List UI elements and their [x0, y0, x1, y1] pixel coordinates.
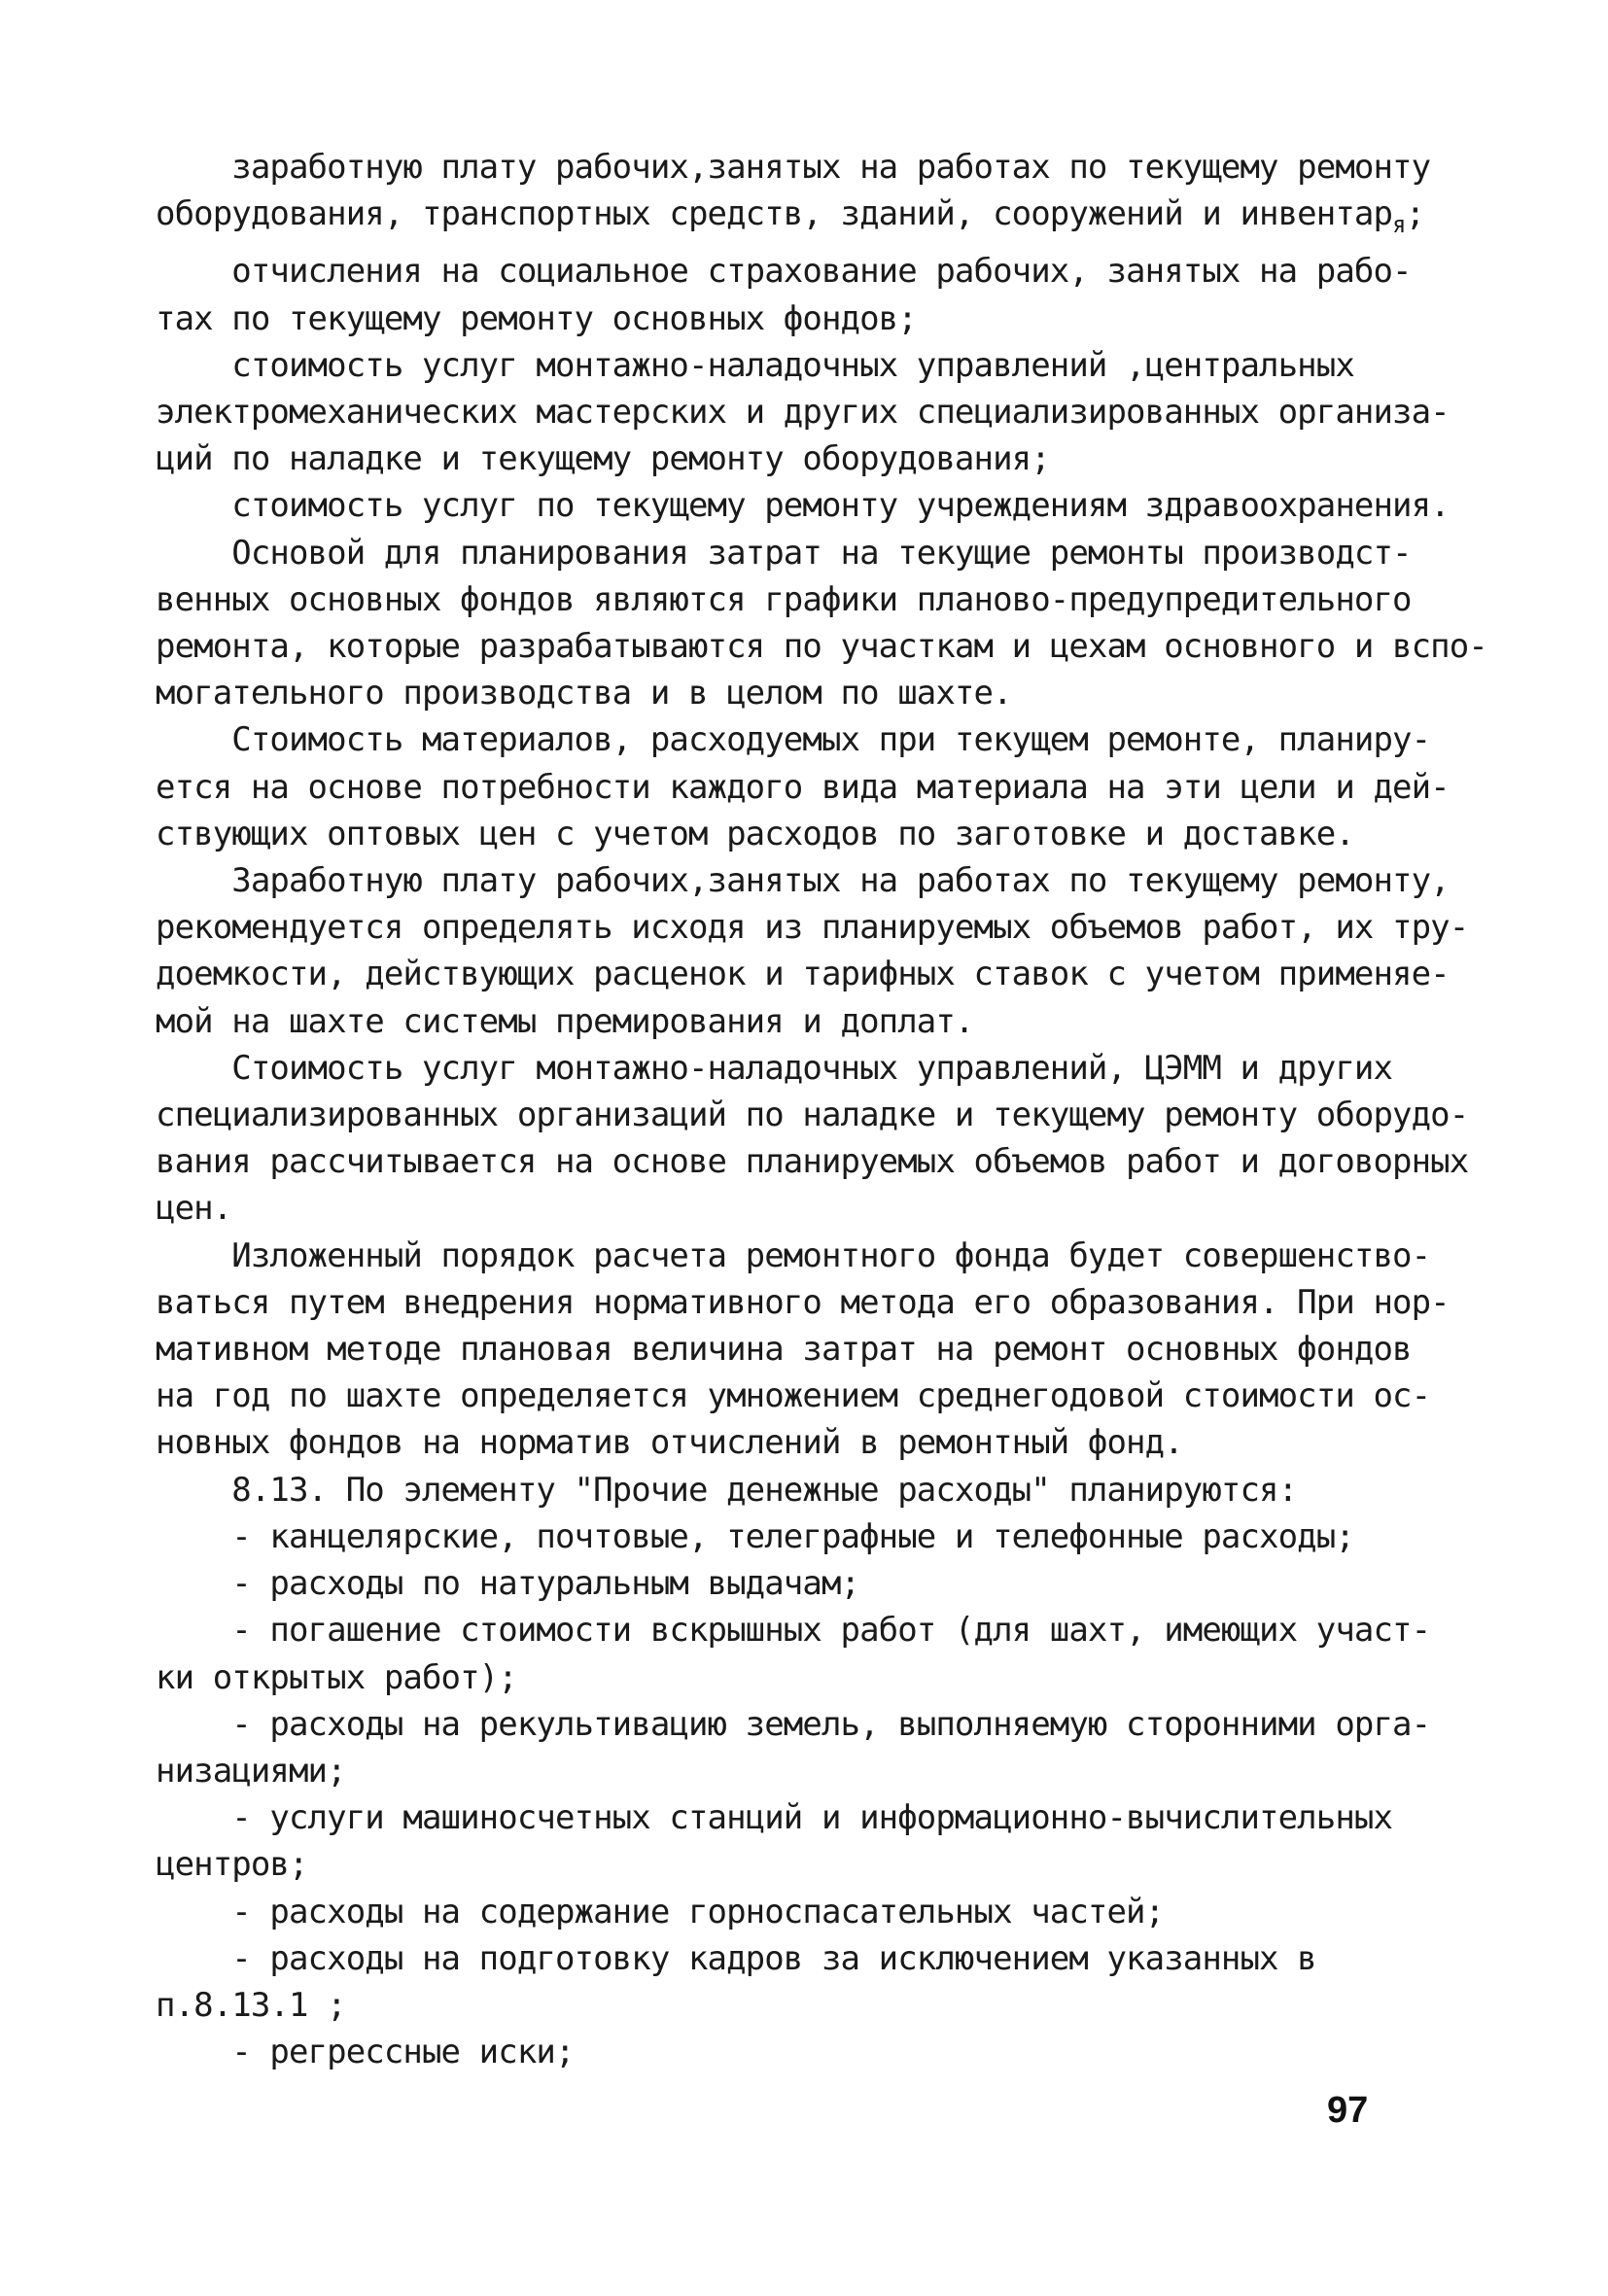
line-text: центров; — [156, 1845, 308, 1885]
subscript-letter: я — [1392, 211, 1406, 239]
line-text: оборудования, транспортных средств, зданий, сооружений и инвентар — [156, 194, 1393, 234]
text-line — [156, 1138, 1509, 1185]
text-line — [156, 998, 1509, 1045]
line-text: ремонта, которые разрабатываются по участкам и цехам основного и вспо- — [156, 627, 1487, 667]
text-line — [156, 811, 1509, 857]
paragraph — [156, 1467, 1509, 1513]
paragraph — [156, 1513, 1509, 1560]
line-text: ваться путем внедрения нормативного метода его образования. При нор- — [156, 1282, 1450, 1322]
paragraph — [156, 2029, 1509, 2075]
text-line — [156, 1841, 1509, 1888]
text-line — [156, 389, 1509, 435]
text-line — [156, 1794, 1509, 1841]
paragraph — [156, 1045, 1509, 1233]
line-text: Стоимость материалов, расходуемых при текущем ремонте, планиру- — [156, 720, 1431, 760]
line-text: ций по наладке и текущему ремонту оборудования; — [156, 439, 1050, 479]
text-line — [156, 1092, 1509, 1138]
text-line — [156, 1513, 1509, 1560]
text-line — [156, 296, 1509, 342]
line-text: - расходы на подготовку кадров за исключением указанных в — [156, 1938, 1316, 1978]
paragraph — [156, 716, 1509, 857]
line-text: Стоимость услуг монтажно-наладочных управлений, ЦЭММ и других — [156, 1048, 1393, 1088]
text-line — [156, 1373, 1509, 1419]
text-line — [156, 1701, 1509, 1748]
line-text: Заработную плату рабочих,занятых на работах по текущему ремонту, — [156, 861, 1450, 901]
text-line — [156, 670, 1509, 716]
line-text: цен. — [156, 1189, 232, 1229]
text-line — [156, 1326, 1509, 1373]
text-line — [156, 1607, 1509, 1653]
text-line — [156, 482, 1509, 529]
line-text: ется на основе потребности каждого вида материала на эти цели и дей- — [156, 767, 1450, 807]
paragraph — [156, 342, 1509, 483]
text-line — [156, 435, 1509, 482]
paragraph — [156, 1607, 1509, 1700]
line-text: тах по текущему ремонту основных фондов; — [156, 298, 917, 338]
text-line — [156, 1185, 1509, 1232]
text-line — [156, 1982, 1509, 2029]
paragraph — [156, 248, 1509, 341]
line-tail: ; — [1405, 194, 1425, 234]
line-text: Основой для планирования затрат на текущие ремонты производст- — [156, 533, 1412, 573]
text-line — [156, 342, 1509, 389]
text-line — [156, 1935, 1509, 1982]
text-line — [156, 144, 1509, 191]
line-text: могательного производства и в целом по шахте. — [156, 674, 1012, 713]
line-text: п.8.13.1 ; — [156, 1985, 346, 2025]
paragraph — [156, 1889, 1509, 1935]
line-text: стоимость услуг монтажно-наладочных управлений ,центральных — [156, 345, 1354, 385]
line-text: вания рассчитывается на основе планируемых объемов работ и договорных — [156, 1142, 1469, 1182]
line-text: специализированных организаций по наладке и текущему ремонту оборудо- — [156, 1096, 1469, 1135]
text-line — [156, 1467, 1509, 1513]
text-line — [156, 1889, 1509, 1935]
line-text: - услуги машиносчетных станций и информационно-вычислительных — [156, 1798, 1393, 1838]
paragraph — [156, 530, 1509, 717]
text-line — [156, 1654, 1509, 1701]
text-line — [156, 764, 1509, 811]
paragraph — [156, 1560, 1509, 1607]
paragraph — [156, 1701, 1509, 1794]
text-line — [156, 904, 1509, 951]
paragraph — [156, 1794, 1509, 1888]
text-line — [156, 2029, 1509, 2075]
line-text: рекомендуется определять исходя из планируемых объемов работ, их тру- — [156, 908, 1469, 948]
line-text: - расходы на рекультивацию земель, выполняемую сторонними орга- — [156, 1704, 1431, 1744]
paragraph — [156, 1935, 1509, 2029]
line-text: отчисления на социальное страхование рабочих, занятых на рабо- — [156, 252, 1412, 292]
text-line — [156, 576, 1509, 623]
text-line — [156, 1560, 1509, 1607]
paragraph — [156, 482, 1509, 529]
line-text: - канцелярские, почтовые, телеграфные и телефонные расходы; — [156, 1516, 1354, 1556]
text-line — [156, 1748, 1509, 1794]
line-text: электромеханических мастерских и других специализированных организа- — [156, 393, 1450, 433]
text-line — [156, 530, 1509, 576]
line-text: доемкости, действующих расценок и тарифных ставок с учетом применяе- — [156, 955, 1450, 994]
text-line — [156, 1045, 1509, 1092]
line-text: - расходы на содержание горноспасательных частей; — [156, 1892, 1165, 1931]
text-line — [156, 1419, 1509, 1466]
paragraph — [156, 1233, 1509, 1467]
text-line — [156, 1233, 1509, 1279]
line-text: - погашение стоимости вскрышных работ (для шахт, имеющих участ- — [156, 1611, 1431, 1651]
paragraph — [156, 857, 1509, 1045]
line-text: ствующих оптовых цен с учетом расходов по заготовке и доставке. — [156, 814, 1354, 853]
line-text: мативном методе плановая величина затрат на ремонт основных фондов — [156, 1330, 1412, 1370]
text-line — [156, 951, 1509, 997]
line-text: - регрессные иски; — [156, 2033, 575, 2072]
line-text: 8.13. По элементу "Прочие денежные расходы" планируются: — [156, 1470, 1298, 1510]
line-text: мой на шахте системы премирования и доплат. — [156, 1001, 974, 1041]
text-line — [156, 716, 1509, 763]
line-text: Изложенный порядок расчета ремонтного фонда будет совершенство- — [156, 1235, 1431, 1275]
body-text — [156, 144, 1509, 2075]
line-text: стоимость услуг по текущему ремонту учреждениям здравоохранения. — [156, 486, 1450, 526]
line-text: заработную плату рабочих,занятых на работах по текущему ремонту — [156, 148, 1431, 187]
text-line — [156, 1279, 1509, 1326]
text-line — [156, 191, 1509, 248]
line-text: на год по шахте определяется умножением среднегодовой стоимости ос- — [156, 1376, 1431, 1416]
paragraph — [156, 144, 1509, 248]
line-text: - расходы по натуральным выдачам; — [156, 1564, 860, 1604]
text-line — [156, 623, 1509, 670]
line-text: ки открытых работ); — [156, 1657, 517, 1697]
text-line — [156, 857, 1509, 904]
text-line — [156, 248, 1509, 295]
line-text: венных основных фондов являются графики планово-предупредительного — [156, 579, 1412, 619]
page-number: 97 — [1327, 2090, 1369, 2131]
line-text: низациями; — [156, 1751, 346, 1791]
line-text: новных фондов на норматив отчислений в ремонтный фонд. — [156, 1423, 1183, 1463]
